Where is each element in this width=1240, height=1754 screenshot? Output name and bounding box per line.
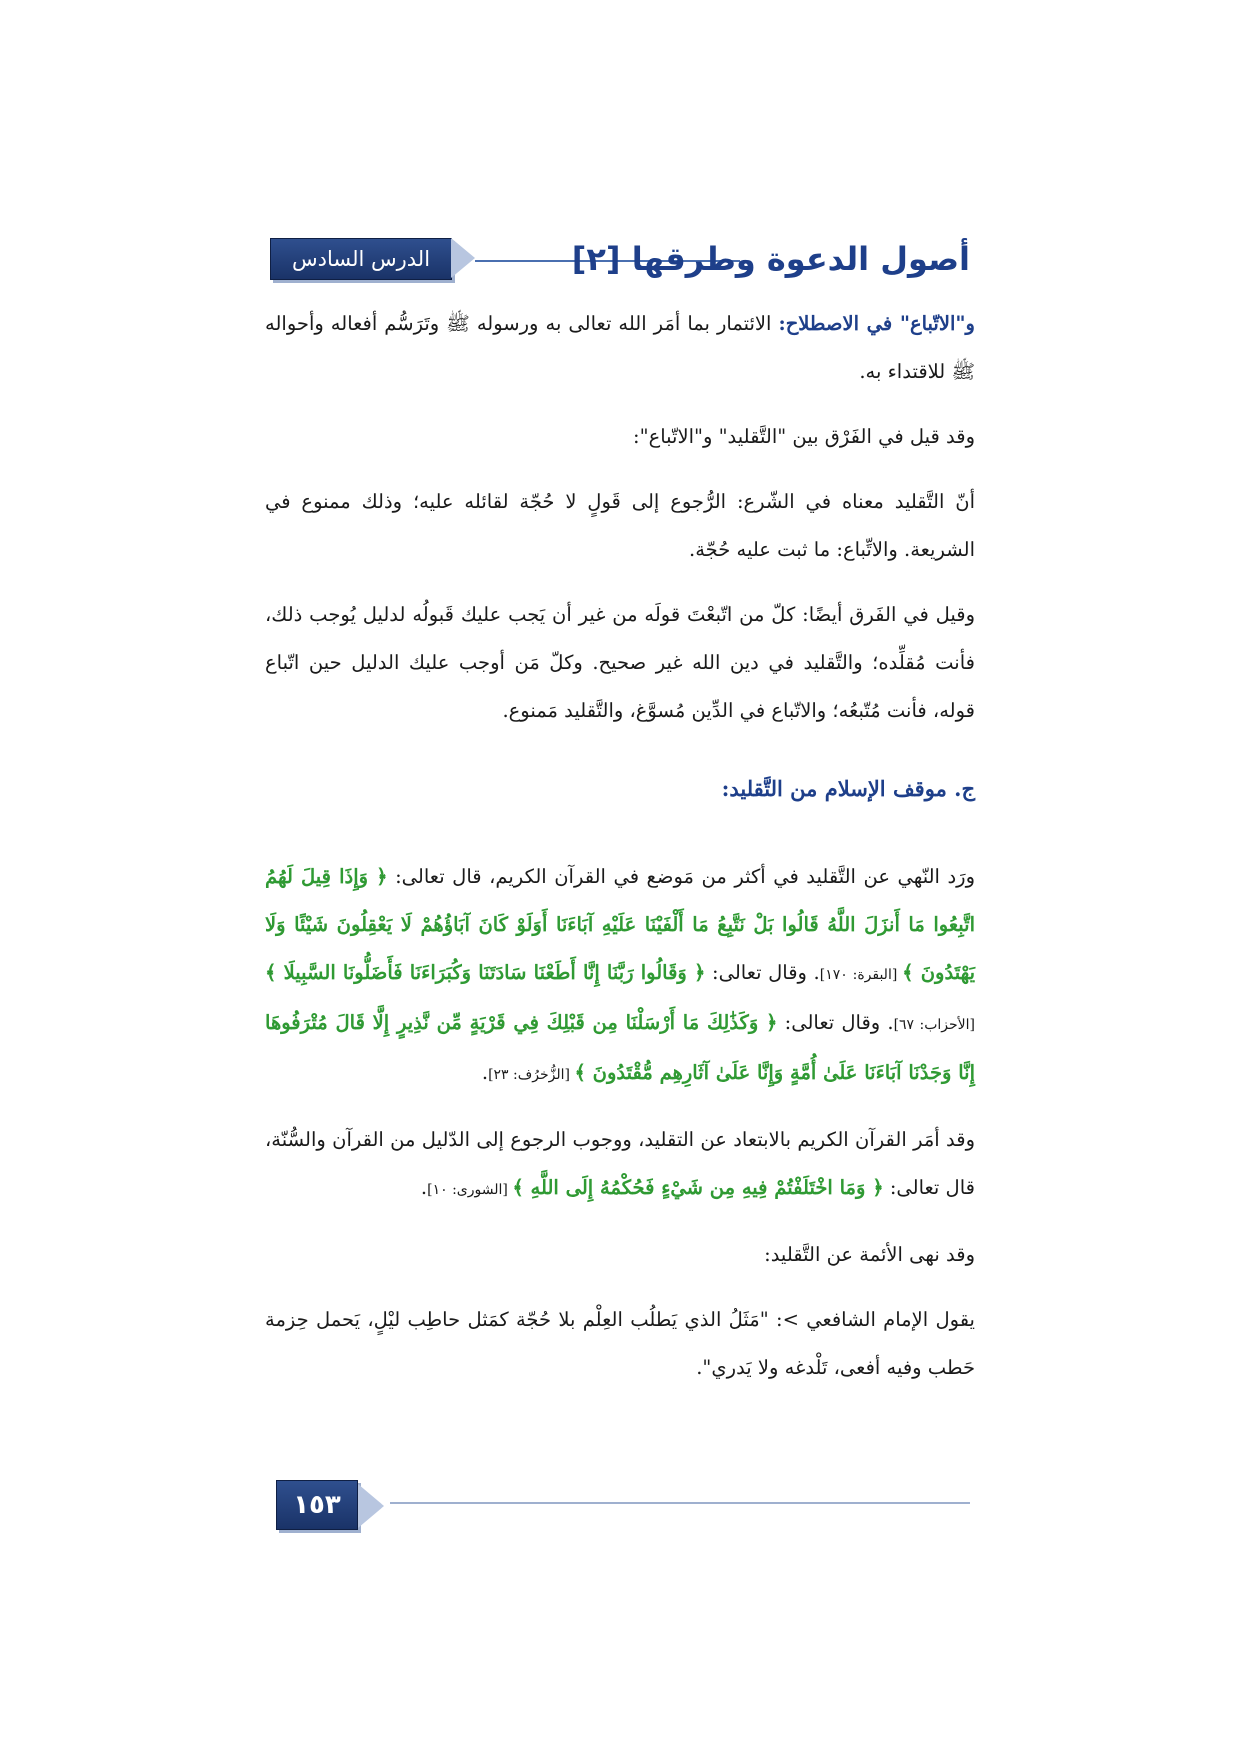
paragraph-itbaa-definition (265, 300, 975, 396)
ref-ahzab: [الأحزاب: ٦٧] (893, 1017, 976, 1033)
evidence-text: وقد أمَر القرآن الكريم بالابتعاد عن التقليد، ووجوب الرجوع إلى الدّليل من القرآن والسُّنّة، قال تعالى: (265, 1128, 975, 1199)
verse-baqarah: ﴿ وَإِذَا قِيلَ لَهُمُ اتَّبِعُوا مَا أَنزَلَ اللَّهُ قَالُوا بَلْ نَتَّبِعُ مَا أَلْفَيْنَا عَلَيْهِ آبَاءَنَا أَوَلَوْ كَانَ آبَاؤُهُمْ لَا يَعْقِلُونَ شَيْئًا وَلَا يَهْتَدُونَ ﴾ (265, 865, 975, 984)
verse-shura: ﴿ وَمَا اخْتَلَفْتُمْ فِيهِ مِن شَيْءٍ فَحُكْمُهُ إِلَى اللَّهِ ﴾ (512, 1176, 884, 1199)
page-body (265, 300, 975, 1409)
page-header (270, 232, 970, 284)
connector-text: . وقال تعالى: (705, 961, 820, 984)
definition-text: الائتمار بما أمَر الله تعالى به ورسوله ﷺ وتَرَسُّم أفعاله وأحواله ﷺ للاقتداء به. (265, 312, 975, 383)
ref-shura: [الشورى: ١٠] (427, 1182, 513, 1198)
paragraph-taqlid-meaning: أنّ التَّقليد معناه في الشّرع: الرُّجوع إلى قَولٍ لا حُجّة لقائله عليه؛ وذلك ممنوع في الشريعة. والاتِّباع: ما ثبت عليه حُجّة. (265, 490, 975, 561)
verse-ahzab: ﴿ وَقَالُوا رَبَّنَا إِنَّا أَطَعْنَا سَادَتَنَا وَكُبَرَاءَنَا فَأَضَلُّونَا السَّبِيلَا ﴾ (265, 961, 706, 984)
page-number-wedge (358, 1484, 384, 1528)
verse-zukhruf: ﴿ وَكَذَٰلِكَ مَا أَرْسَلْنَا مِن قَبْلِكَ فِي قَرْيَةٍ مِّن نَّذِيرٍ إِلَّا قَالَ مُتْرَفُوهَا إِنَّا وَجَدْنَا آبَاءَنَا عَلَىٰ أُمَّةٍ وَإِنَّا عَلَىٰ آثَارِهِم مُّقْتَدُونَ ﴾ (265, 1011, 975, 1084)
sentence-end: . (420, 1176, 428, 1199)
prohibition-intro: ورَد النّهي عن التَّقليد في أكثر من مَوضع في القرآن الكريم، قال تعالى: (387, 865, 976, 888)
paragraph-difference-more: وقيل في الفَرق أيضًا: كلّ من اتّبعْتَ قولَه من غير أن يَجب عليك قَبولُه لدليل يُوجب ذلك، فأنت مُقلِّده؛ والتَّقليد في دين الله غير صحيح. وكلّ مَن أوجب عليك الدليل حين اتّباع قوله، فأنت مُتّبعُه؛ والاتّباع في الدِّين مُسوَّغ، والتَّقليد مَمنوع. (265, 603, 975, 722)
lesson-label: الدرس السادس (291, 247, 431, 271)
page-footer (270, 1480, 970, 1530)
term-itbaa: و"الاتّباع" في الاصطلاح: (778, 312, 975, 335)
ref-zukhruf: [الزُّخرُف: ٢٣] (488, 1067, 575, 1083)
paragraph-difference-intro: وقد قيل في الفَرْق بين "التَّقليد" و"الاتّباع": (633, 425, 975, 448)
lesson-tab-wedge (451, 238, 475, 278)
lesson-tab (270, 238, 452, 280)
book-series-title: أصول الدعوة وطرقها [٢] (571, 240, 970, 278)
sentence-end: . (481, 1061, 489, 1084)
page-number: ١٥٣ (276, 1480, 358, 1530)
section-heading: ج. موقف الإسلام من التَّقليد: (721, 776, 975, 801)
paragraph-return-to-evidence (265, 1116, 975, 1214)
paragraph-imams-intro: وقد نهى الأئمة عن التَّقليد: (764, 1243, 975, 1266)
connector-text: . وقال تعالى: (777, 1011, 894, 1034)
footer-divider (390, 1502, 970, 1504)
paragraph-quran-prohibition (265, 853, 975, 1099)
ref-baqarah: [البقرة: ١٧٠] (819, 967, 903, 983)
paragraph-shafii-quote: يقول الإمام الشافعي >: "مَثَلُ الذي يَطلُب العِلْم بلا حُجّة كمَثل حاطِب ليْلٍ، يَحمل حِزمة حَطب وفيه أفعى، تَلْدغه ولا يَدري". (265, 1308, 975, 1379)
